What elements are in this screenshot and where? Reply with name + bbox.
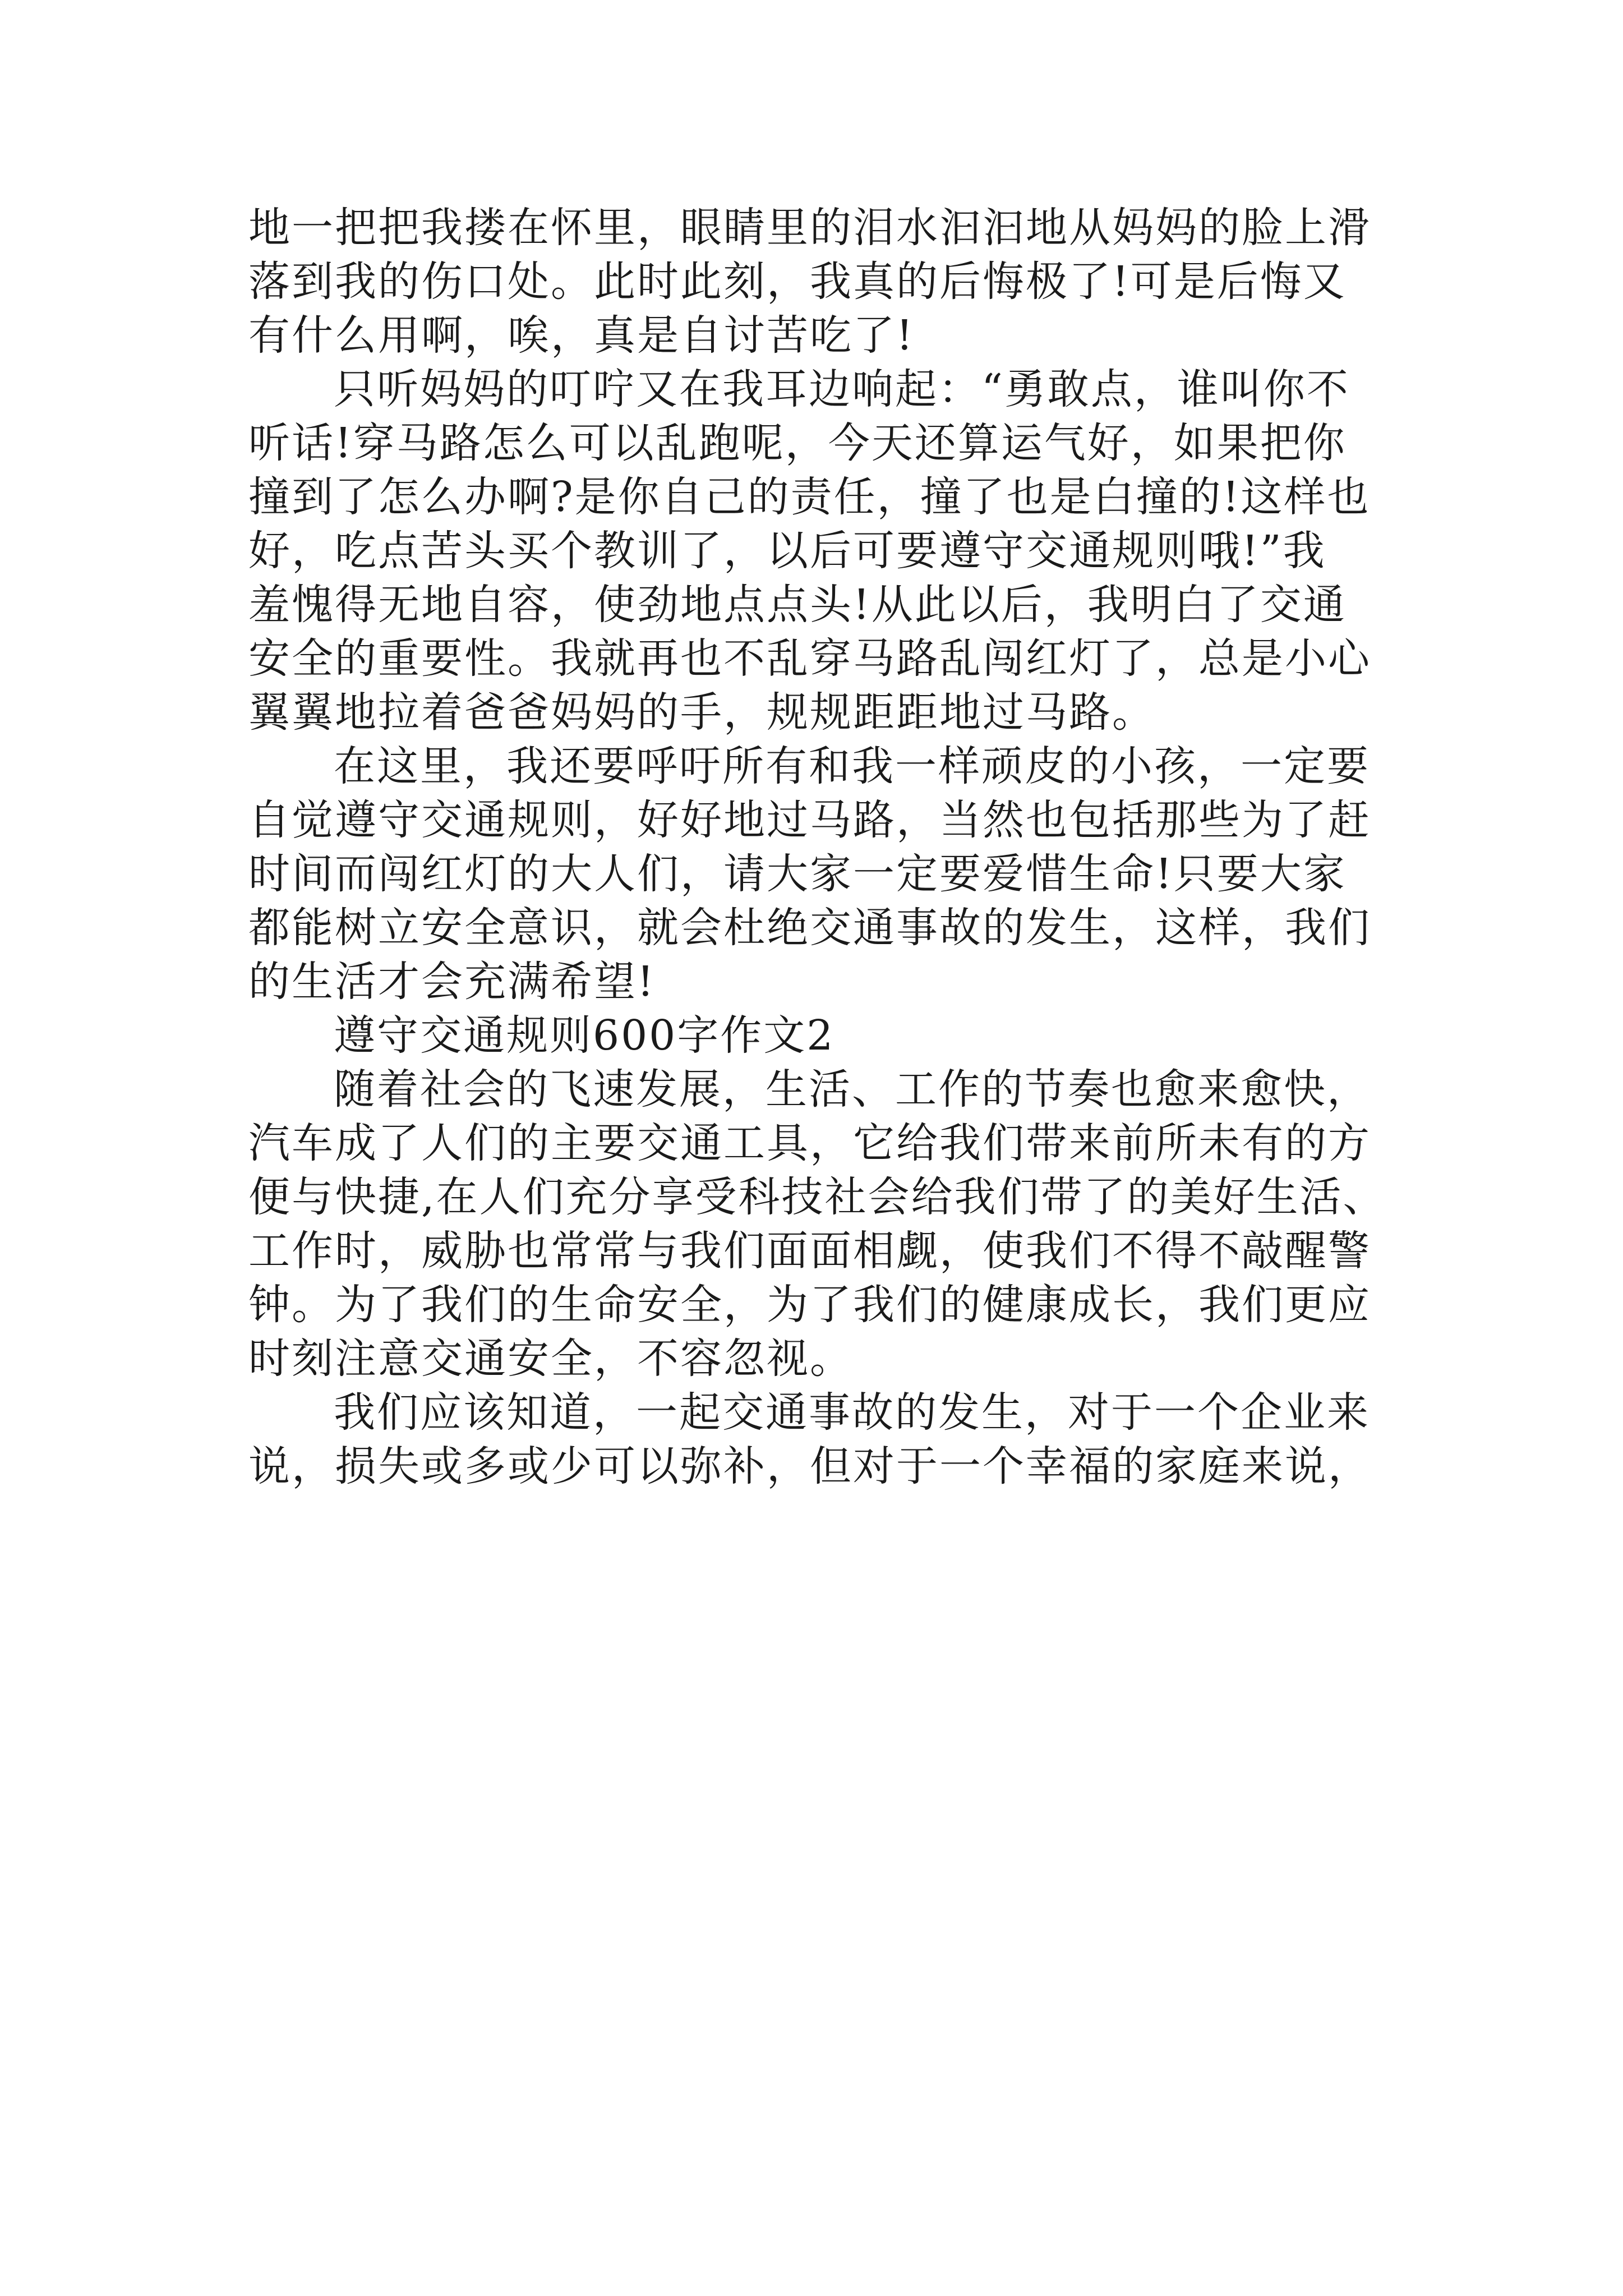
text-line: 有什么用啊，唉，真是自讨苦吃了!	[248, 311, 915, 360]
text-line: 时刻注意交通安全，不容忽视。	[248, 1335, 853, 1383]
text-line: 撞到了怎么办啊?是你自己的责任，撞了也是白撞的!这样也	[248, 473, 1371, 521]
text-line: 只听妈妈的叮咛又在我耳边响起：“勇敢点，谁叫你不	[334, 365, 1350, 413]
text-line: 羞愧得无地自容，使劲地点点头!从此以后，我明白了交通	[248, 581, 1347, 629]
text-line: 安全的重要性。我就再也不乱穿马路乱闯红灯了，总是小心	[248, 634, 1371, 683]
text-line: 地一把把我搂在怀里，眼睛里的泪水汩汩地从妈妈的脸上滑	[248, 204, 1371, 252]
text-line: 的生活才会充满希望!	[248, 958, 656, 1006]
text-line: 时间而闯红灯的大人们，请大家一定要爱惜生命!只要大家	[248, 850, 1347, 898]
text-line: 工作时，威胁也常常与我们面面相觑，使我们不得不敲醒警	[248, 1227, 1371, 1275]
text-line: 落到我的伤口处。此时此刻，我真的后悔极了!可是后悔又	[248, 257, 1347, 306]
text-line: 在这里，我还要呼吁所有和我一样顽皮的小孩，一定要	[334, 742, 1370, 790]
text-line: 说，损失或多或少可以弥补，但对于一个幸福的家庭来说，	[248, 1442, 1371, 1490]
text-line: 自觉遵守交通规则，好好地过马路，当然也包括那些为了赶	[248, 796, 1371, 844]
section-heading: 遵守交通规则600字作文2	[334, 1011, 835, 1060]
text-line: 随着社会的飞速发展，生活、工作的节奏也愈来愈快，	[334, 1065, 1370, 1114]
text-line: 钟。为了我们的生命安全，为了我们的健康成长，我们更应	[248, 1281, 1371, 1329]
text-line: 我们应该知道，一起交通事故的发生，对于一个企业来	[334, 1388, 1370, 1437]
text-line: 好，吃点苦头买个教训了，以后可要遵守交通规则哦!”我	[248, 527, 1326, 575]
text-line: 翼翼地拉着爸爸妈妈的手，规规距距地过马路。	[248, 688, 1155, 737]
text-line: 都能树立安全意识，就会杜绝交通事故的发生，这样，我们	[248, 904, 1371, 952]
text-line: 便与快捷,在人们充分享受科技社会给我们带了的美好生活、	[248, 1173, 1386, 1221]
text-line: 听话!穿马路怎么可以乱跑呢，今天还算运气好，如果把你	[248, 419, 1347, 467]
text-line: 汽车成了人们的主要交通工具，它给我们带来前所未有的方	[248, 1119, 1371, 1167]
